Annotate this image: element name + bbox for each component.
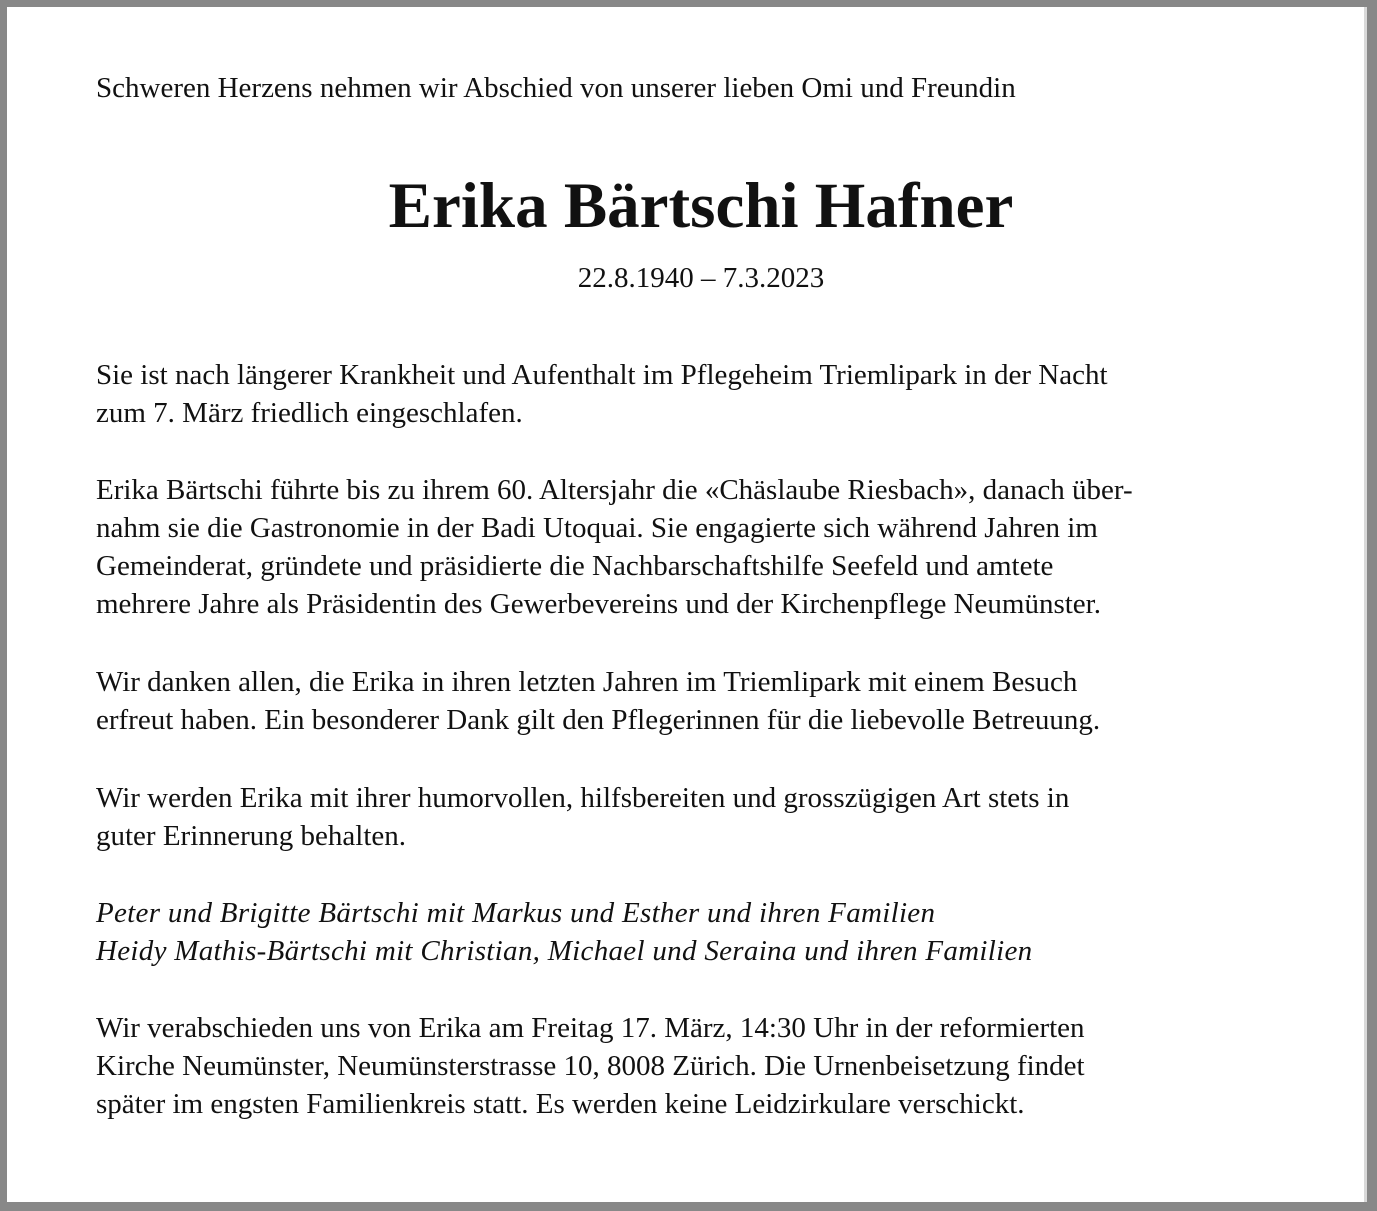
- paragraph-line: Gemeinderat, gründete und präsidierte die Nachbarschaftshilfe Seefeld und amtete: [96, 550, 1054, 582]
- mourner-line: Peter und Brigitte Bärtschi mit Markus und Esther und ihren Familien: [96, 897, 936, 929]
- mourners-list: [96, 894, 1316, 970]
- mourner-line: Heidy Mathis-Bärtschi mit Christian, Michael und Seraina und ihren Familien: [96, 935, 1033, 967]
- paragraph-line: Erika Bärtschi führte bis zu ihrem 60. Altersjahr die «Chäslaube Riesbach», danach über-: [96, 474, 1133, 506]
- paragraph-line: Sie ist nach längerer Krankheit und Aufenthalt im Pflegeheim Triemlipark in der Nacht: [96, 359, 1108, 391]
- paragraph-line: Wir danken allen, die Erika in ihren letzten Jahren im Triemlipark mit einem Besuch: [96, 666, 1078, 698]
- paragraph-line: mehrere Jahre als Präsidentin des Gewerbevereins und der Kirchenpflege Neumünster.: [96, 588, 1101, 620]
- paragraph-funeral: [96, 1009, 1316, 1123]
- paragraph-line: zum 7. März friedlich eingeschlafen.: [96, 397, 523, 429]
- paragraph-line: Kirche Neumünster, Neumünsterstrasse 10, 8008 Zürich. Die Urnenbeisetzung findet: [96, 1050, 1085, 1082]
- deceased-name: Erika Bärtschi Hafner: [388, 170, 1014, 242]
- paragraph-line: guter Erinnerung behalten.: [96, 820, 407, 852]
- paragraph-line: erfreut haben. Ein besonderer Dank gilt den Pflegerinnen für die liebevolle Betreuung.: [96, 704, 1101, 736]
- obituary-page: [7, 7, 1367, 1202]
- paragraph-biography: [96, 471, 1316, 623]
- intro-text: Schweren Herzens nehmen wir Abschied von unserer lieben Omi und Freundin: [96, 72, 1016, 104]
- paragraph-line: nahm sie die Gastronomie in der Badi Utoquai. Sie engagierte sich während Jahren im: [96, 512, 1098, 544]
- paragraph-line: später im engsten Familienkreis statt. Es werden keine Leidzirkulare verschickt.: [96, 1088, 1025, 1120]
- paragraph-line: Wir werden Erika mit ihrer humorvollen, hilfsbereiten und grosszügigen Art stets in: [96, 782, 1070, 814]
- paragraph-thanks: [96, 663, 1316, 739]
- paragraph-illness: [96, 356, 1316, 432]
- paragraph-line: Wir verabschieden uns von Erika am Freitag 17. März, 14:30 Uhr in der reformierten: [96, 1012, 1085, 1044]
- paragraph-memory: [96, 779, 1316, 855]
- life-dates: 22.8.1940 – 7.3.2023: [577, 262, 825, 294]
